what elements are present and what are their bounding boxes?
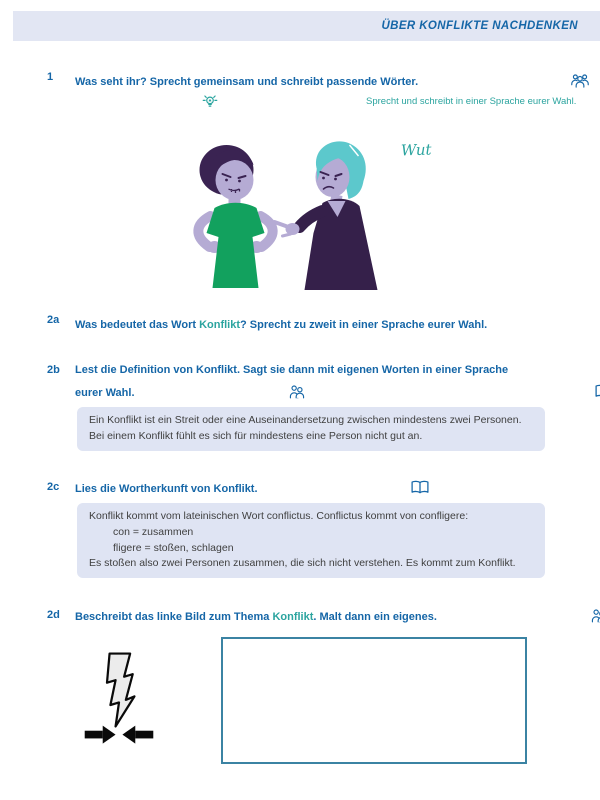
- task-2c-icons: [270, 480, 570, 497]
- task-2a-icons: [499, 313, 600, 333]
- highlight-konflikt: Konflikt: [199, 319, 241, 331]
- etymology-line-2: con = zusammen: [113, 525, 194, 538]
- task-number: 2c: [47, 481, 60, 493]
- page-header: [13, 11, 600, 41]
- arguing-people-image: [163, 136, 431, 294]
- etymology-line-4: Es stoßen also zwei Personen zusammen, die sich nicht verstehen. Es kommt zum Konflikt.: [89, 557, 516, 570]
- task-2a: [47, 313, 600, 333]
- pair-icon: [147, 384, 447, 399]
- task-number: 2d: [47, 609, 60, 621]
- tip-text: Sprecht und schreibt in einer Sprache eurer Wahl.: [366, 95, 577, 107]
- book-icon: [454, 384, 600, 399]
- task-number: 2a: [47, 314, 60, 326]
- task-text: Was seht ihr? Sprecht gemeinsam und schreibt passende Wörter.: [75, 70, 600, 90]
- lightning-collision-icon: [83, 645, 155, 753]
- conflict-symbol-image: [83, 645, 155, 753]
- group-icon: [430, 73, 600, 88]
- page-title: ÜBER KONFLIKTE NACHDENKEN: [381, 20, 578, 32]
- conflict-illustration: [163, 136, 431, 294]
- task-number: 2b: [47, 364, 60, 376]
- highlight-konflikt: Konflikt: [272, 611, 314, 623]
- task-text: Lest die Definition von Konflikt. Sagt sie dann mit eigenen Worten in einer Sprache eurer Wahl.: [75, 363, 600, 401]
- task-2b-icons: [147, 381, 600, 401]
- lightbulb-icon: [60, 94, 360, 108]
- task-text: Beschreibt das linke Bild zum Thema Konflikt. Malt dann ein eigenes.: [75, 608, 600, 625]
- task-text: Was bedeutet das Wort Konflikt? Sprecht zu zweit in einer Sprache eurer Wahl.: [75, 313, 600, 333]
- handwritten-word-label: Wut: [400, 140, 432, 160]
- definition-line-1: Ein Konflikt ist ein Streit oder eine Auseinandersetzung zwischen mindestens zwei Personen.: [89, 414, 522, 426]
- task-text: Lies die Wortherkunft von Konflikt.: [75, 480, 570, 497]
- task-1-tip: [60, 94, 576, 108]
- task-number: 1: [47, 71, 54, 83]
- etymology-box: [77, 503, 545, 578]
- pair-icon: [449, 608, 600, 623]
- task-1: [47, 70, 600, 90]
- task-2c: [47, 480, 570, 497]
- task-1-icons: [430, 70, 600, 90]
- task-2d-icons: [449, 608, 600, 625]
- etymology-line-3: fligere = stoßen, schlagen: [113, 541, 234, 554]
- task-2d: [47, 608, 600, 625]
- etymology-line-1: Konflikt kommt vom lateinischen Wort conflictus. Conflictus kommt von confligere:: [89, 510, 469, 522]
- pair-icon: [499, 316, 600, 331]
- definition-box: [77, 407, 545, 451]
- definition-line-2: Bei einem Konflikt fühlt es sich für mindestens eine Person nicht gut an.: [89, 429, 423, 442]
- task-2b: [47, 363, 600, 401]
- drawing-box: [221, 637, 527, 764]
- book-icon: [270, 480, 570, 495]
